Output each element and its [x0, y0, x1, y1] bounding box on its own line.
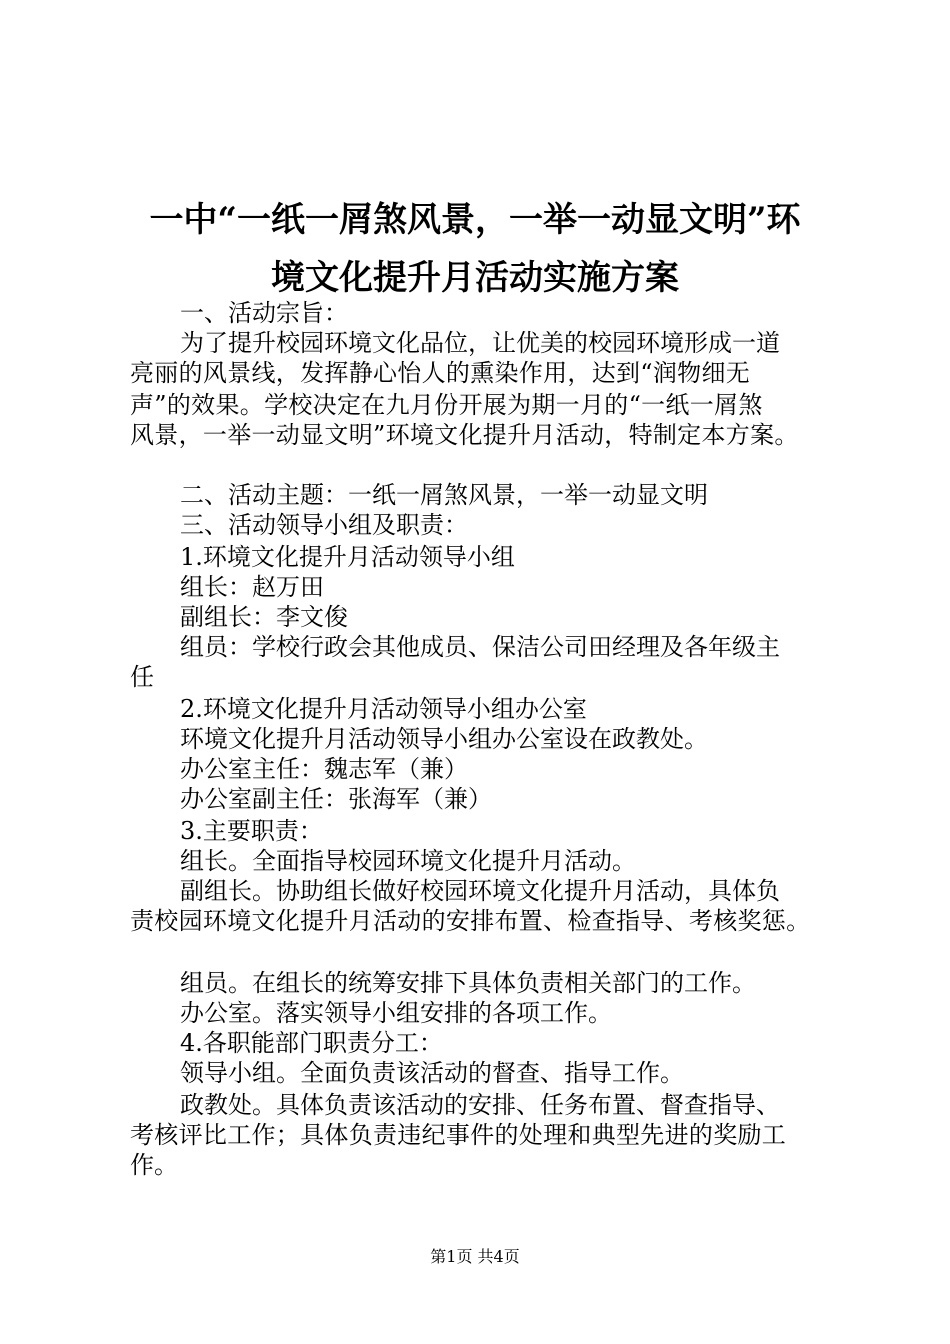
document-title-line-1: 一中“一纸一屑煞风景，一举一动显文明”环 [149, 200, 801, 240]
paragraph-line: 声”的效果。学校决定在九月份开展为期一月的“一纸一屑煞 [130, 391, 763, 419]
paragraph-line: 考核评比工作；具体负责违纪事件的处理和典型先进的奖励工 [130, 1121, 787, 1149]
paragraph-line: 领导小组。全面负责该活动的督查、指导工作。 [180, 1059, 684, 1087]
paragraph-line: 任 [130, 663, 154, 691]
subheading-division-of-duties: 4.各职能部门职责分工： [180, 1029, 443, 1057]
section-heading-leadership: 三、活动领导小组及职责： [180, 511, 468, 539]
paragraph-line: 环境文化提升月活动领导小组办公室设在政教处。 [180, 725, 708, 753]
paragraph-line: 组员。在组长的统筹安排下具体负责相关部门的工作。 [180, 969, 756, 997]
paragraph-line: 责校园环境文化提升月活动的安排布置、检查指导、考核奖惩。 [130, 907, 811, 935]
page-number-footer: 第1页 共4页 [430, 1247, 520, 1266]
paragraph-line: 风景，一举一动显文明”环境文化提升月活动，特制定本方案。 [130, 421, 799, 449]
paragraph-line: 政教处。具体负责该活动的安排、任务布置、督查指导、 [180, 1091, 780, 1119]
section-heading-purpose: 一、活动宗旨： [180, 299, 348, 327]
document-title-line-2: 境文化提升月活动实施方案 [271, 258, 679, 298]
paragraph-line: 办公室。落实领导小组安排的各项工作。 [180, 999, 612, 1027]
list-item: 办公室主任：魏志军（兼） [180, 755, 468, 783]
paragraph-line: 亮丽的风景线，发挥静心怡人的熏染作用，达到“润物细无 [130, 359, 751, 387]
subheading-leadership-group: 1.环境文化提升月活动领导小组 [180, 543, 515, 571]
list-item: 办公室副主任：张海军（兼） [180, 785, 492, 813]
paragraph-line: 副组长。协助组长做好校园环境文化提升月活动，具体负 [180, 877, 780, 905]
list-item: 组长：赵万田 [180, 573, 324, 601]
paragraph-line: 作。 [130, 1151, 178, 1179]
list-item: 副组长：李文俊 [180, 603, 348, 631]
paragraph-line: 为了提升校园环境文化品位，让优美的校园环境形成一道 [180, 329, 780, 357]
paragraph-line: 组长。全面指导校园环境文化提升月活动。 [180, 847, 636, 875]
section-heading-theme: 二、活动主题：一纸一屑煞风景，一举一动显文明 [180, 481, 708, 509]
subheading-office: 2.环境文化提升月活动领导小组办公室 [180, 695, 587, 723]
subheading-duties: 3.主要职责： [180, 817, 323, 845]
paragraph-line: 组员：学校行政会其他成员、保洁公司田经理及各年级主 [180, 633, 780, 661]
